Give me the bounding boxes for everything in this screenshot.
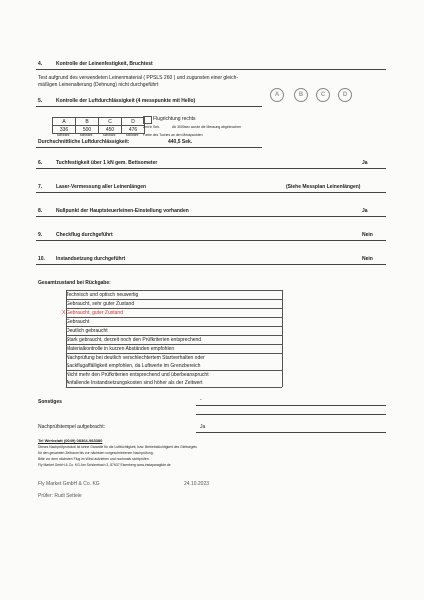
date: 24.10.2023 bbox=[184, 481, 210, 487]
section-4-number: 4. bbox=[38, 61, 43, 67]
condition-option-selected: Gebraucht, guter Zustand bbox=[66, 309, 282, 318]
section-10-number: 10. bbox=[38, 256, 45, 262]
footer-note: Dieses Nachprüfprotokoll ist keine Garantie für die Lufttüchtigkeit, bzw. Betriebstüchtigkeit des Gleitsegels bbox=[38, 445, 197, 449]
divider bbox=[36, 216, 386, 217]
col-header: A bbox=[53, 118, 76, 126]
section-7-result: (Siehe Messplan Leinenlängen) bbox=[286, 184, 361, 190]
measurement-note: Ab 3000sec wurde die Messung abgebrochen bbox=[172, 125, 241, 129]
value-cell: 500 bbox=[76, 126, 99, 134]
section-7-number: 7. bbox=[38, 184, 43, 190]
section-8-result: Ja bbox=[362, 208, 368, 214]
misc-line bbox=[196, 405, 386, 406]
divider bbox=[36, 147, 262, 148]
condition-option: Stark gebraucht, derzeit noch den Prüfkriterien entsprechend bbox=[66, 336, 282, 345]
divider bbox=[36, 192, 386, 193]
section-9-title: Checkflug durchgeführt bbox=[56, 232, 113, 238]
divider bbox=[36, 240, 386, 241]
section-8-title: Nullpunkt der Hauptsteuerleinen-Einstellung vorhanden bbox=[56, 208, 189, 214]
section-6-title: Tuchfestigkeit über 1 kN gem. Bettsometer bbox=[56, 160, 158, 166]
avg-porosity-label: Durchschnittliche Luftdurchlässigkeit: bbox=[38, 139, 130, 145]
stamp-line bbox=[196, 432, 386, 433]
phone-line: Tel Werkstatt (0049) 08364-983380 bbox=[38, 438, 103, 443]
section-9-result: Nein bbox=[362, 232, 373, 238]
condition-option: Materialkontrolle in kurzen Abständen empfohlen bbox=[66, 345, 282, 354]
divider bbox=[36, 106, 262, 107]
color-label: schwarz bbox=[57, 133, 70, 137]
section-6-result: Ja bbox=[362, 160, 368, 166]
value-cell: 476 bbox=[122, 126, 145, 134]
section-5-title: Kontrolle der Luftdurchlässigkeit (4 messpunkte mit Hello) bbox=[56, 98, 196, 104]
section-10-result: Nein bbox=[362, 256, 373, 262]
footer-note: Bitte vor dem nächsten Flug im Wind aufziehen und nochmals sichtprüfen. bbox=[38, 457, 150, 461]
stamp-value: Ja bbox=[200, 424, 206, 430]
footer-note: für den gesamten Zeitraum bis zur nächsten vorgeschriebenen Nachprüfung. bbox=[38, 451, 154, 455]
condition-option-cont: Anfallende Instandsetzungskosten sind höher als der Zeitwert bbox=[66, 379, 282, 388]
inspector: Prüfer: Rudi Settele bbox=[38, 493, 82, 499]
condition-list-right bbox=[282, 290, 283, 387]
material-note-line2: mäßigen Leinenalterung (Dehnung) nicht durchgeführt bbox=[38, 82, 159, 88]
cloth-color-note: Farbe des Tuches an den Messpunkten bbox=[143, 133, 203, 137]
value-cell: 336 bbox=[53, 126, 76, 134]
condition-option: Nicht mehr den Prüfkriterien entsprechend und überbeansprucht bbox=[66, 372, 209, 378]
section-8-number: 8. bbox=[38, 208, 43, 214]
porosity-table bbox=[52, 117, 145, 134]
condition-option: Nachprüfung bei deutlich verschlechtertem Startverhalten oder bbox=[66, 355, 205, 361]
section-4-title: Kontrolle der Leinenfestigkeit, Bruchtest bbox=[56, 61, 153, 67]
section-6-number: 6. bbox=[38, 160, 43, 166]
avg-porosity-value: 440,5 Sek. bbox=[168, 139, 193, 145]
divider bbox=[36, 264, 386, 265]
misc-value: - bbox=[200, 397, 202, 403]
condition-option-cont: Sackflugaffälligkeit empfohlen, da Luftwerte im Grenzbereich bbox=[66, 362, 282, 371]
time-in-sec-label: Zeit in Sek. bbox=[143, 125, 160, 129]
color-label: schwarz bbox=[103, 133, 116, 137]
condition-option: Gebraucht, sehr guter Zustand bbox=[66, 300, 282, 309]
checkbox-icon bbox=[143, 116, 152, 124]
material-note-line1: Test aufgrund des verwendeten Leinenmaterial ( PPSLS 260 ) und zugunsten einer gleich- bbox=[38, 75, 239, 81]
divider bbox=[36, 168, 386, 169]
stamp-label: Nachprüfstempel aufgebracht: bbox=[38, 424, 105, 430]
point-a-circle: A bbox=[270, 88, 284, 102]
col-header: D bbox=[122, 118, 145, 126]
col-header: B bbox=[76, 118, 99, 126]
condition-option: Deutlich gebraucht bbox=[66, 327, 282, 336]
value-cell: 450 bbox=[99, 126, 122, 134]
color-label: schwarz bbox=[126, 133, 139, 137]
condition-option: Technisch und optisch neuwertig bbox=[66, 291, 282, 300]
flight-direction-label: Flugrichtung rechts bbox=[153, 116, 196, 122]
condition-list-left bbox=[66, 290, 67, 387]
company-name: Fly Market GmbH & Co. KG bbox=[38, 481, 100, 487]
divider bbox=[36, 69, 386, 70]
section-7-title: Laser-Vermessung aller Leinenlängen bbox=[56, 184, 147, 190]
point-b-circle: B bbox=[294, 88, 308, 102]
color-label: schwarz bbox=[80, 133, 93, 137]
condition-option: Gebraucht bbox=[66, 318, 282, 327]
misc-line bbox=[196, 414, 386, 415]
col-header: C bbox=[99, 118, 122, 126]
condition-heading: Gesamtzustand bei Rückgabe: bbox=[38, 280, 111, 286]
section-9-number: 9. bbox=[38, 232, 43, 238]
section-5-number: 5. bbox=[38, 98, 43, 104]
point-c-circle: C bbox=[316, 88, 330, 102]
point-d-circle: D bbox=[338, 88, 352, 102]
section-10-title: Instandsetzung durchgeführt bbox=[56, 256, 126, 262]
footer-note: Fly Market GmbH & Co. KG Am Schönebach 3, 87637 Eisenberg www.instaparaglide.de bbox=[38, 463, 171, 467]
misc-label: Sonstiges bbox=[38, 399, 62, 405]
selected-mark: X bbox=[62, 310, 66, 316]
